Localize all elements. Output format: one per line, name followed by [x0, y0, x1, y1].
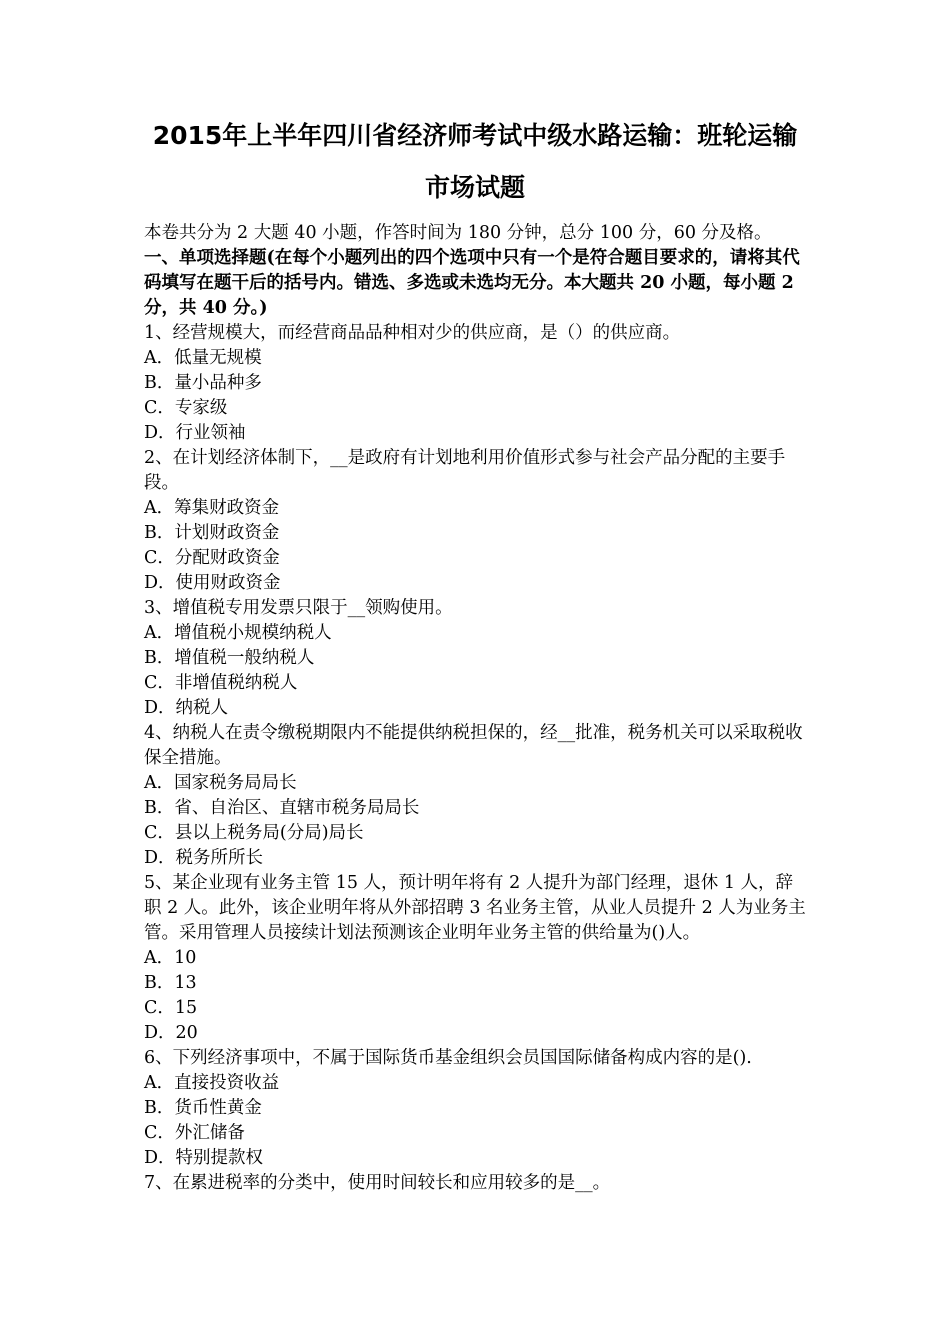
question-text: 1、经营规模大，而经营商品品种相对少的供应商，是（）的供应商。 — [144, 323, 681, 343]
option-d: D．20 — [144, 1023, 198, 1043]
option-d: D．行业领袖 — [144, 423, 246, 443]
exam-intro: 本卷共分为 2 大题 40 小题，作答时间为 180 分钟，总分 100 分，60 分及格。 — [144, 223, 772, 243]
option-d: D．使用财政资金 — [144, 573, 281, 593]
option-c: C．县以上税务局(分局)局长 — [144, 823, 364, 843]
option-c: C．专家级 — [144, 398, 228, 418]
question-6 — [144, 1046, 809, 1171]
question-1 — [144, 321, 809, 446]
question-text: 3、增值税专用发票只限于__领购使用。 — [144, 598, 453, 618]
option-d: D．纳税人 — [144, 698, 229, 718]
document-title-line-2: 市场试题 — [424, 173, 525, 202]
question-4 — [144, 721, 809, 871]
question-text: 7、在累进税率的分类中，使用时间较长和应用较多的是__。 — [144, 1173, 611, 1193]
option-b: B．量小品种多 — [144, 373, 262, 393]
option-b: B．货币性黄金 — [144, 1098, 262, 1118]
option-d: D．特别提款权 — [144, 1148, 264, 1168]
document-body — [144, 221, 809, 1196]
option-d: D．税务所所长 — [144, 848, 264, 868]
option-a: A．国家税务局局长 — [144, 773, 297, 793]
section-heading: 一、单项选择题(在每个小题列出的四个选项中只有一个是符合题目要求的，请将其代码填写在题干后的括号内。错选、多选或未选均无分。本大题共 20 小题，每小题 2 分，共 40 分。) — [144, 248, 800, 318]
option-c: C．外汇储备 — [144, 1123, 245, 1143]
option-b: B．增值税一般纳税人 — [144, 648, 315, 668]
question-2 — [144, 446, 809, 596]
question-text: 2、在计划经济体制下，__是政府有计划地利用价值形式参与社会产品分配的主要手段。 — [144, 448, 786, 493]
option-c: C．15 — [144, 998, 198, 1018]
option-b: B．省、自治区、直辖市税务局局长 — [144, 798, 420, 818]
option-c: C．分配财政资金 — [144, 548, 280, 568]
option-b: B．计划财政资金 — [144, 523, 280, 543]
option-a: A．低量无规模 — [144, 348, 262, 368]
question-3 — [144, 596, 809, 721]
option-b: B．13 — [144, 973, 197, 993]
option-a: A．筹集财政资金 — [144, 498, 280, 518]
question-text: 6、下列经济事项中，不属于国际货币基金组织会员国国际储备构成内容的是(). — [144, 1048, 752, 1068]
option-a: A．增值税小规模纳税人 — [144, 623, 332, 643]
question-text: 4、纳税人在责令缴税期限内不能提供纳税担保的，经__批准，税务机关可以采取税收保全措施。 — [144, 723, 803, 768]
option-a: A．10 — [144, 948, 197, 968]
document-title-line-1: 2015年上半年四川省经济师考试中级水路运输：班轮运输 — [152, 121, 798, 150]
question-5 — [144, 871, 809, 1046]
question-text: 5、某企业现有业务主管 15 人，预计明年将有 2 人提升为部门经理，退休 1 人，辞职 2 人。此外，该企业明年将从外部招聘 3 名业务主管，从业人员提升 2 人为业务主管。采用管理人员接续计划法预测该企业明年业务主管的供给量为()人。 — [144, 873, 806, 943]
option-c: C．非增值税纳税人 — [144, 673, 298, 693]
question-7 — [144, 1171, 809, 1196]
option-a: A．直接投资收益 — [144, 1073, 280, 1093]
